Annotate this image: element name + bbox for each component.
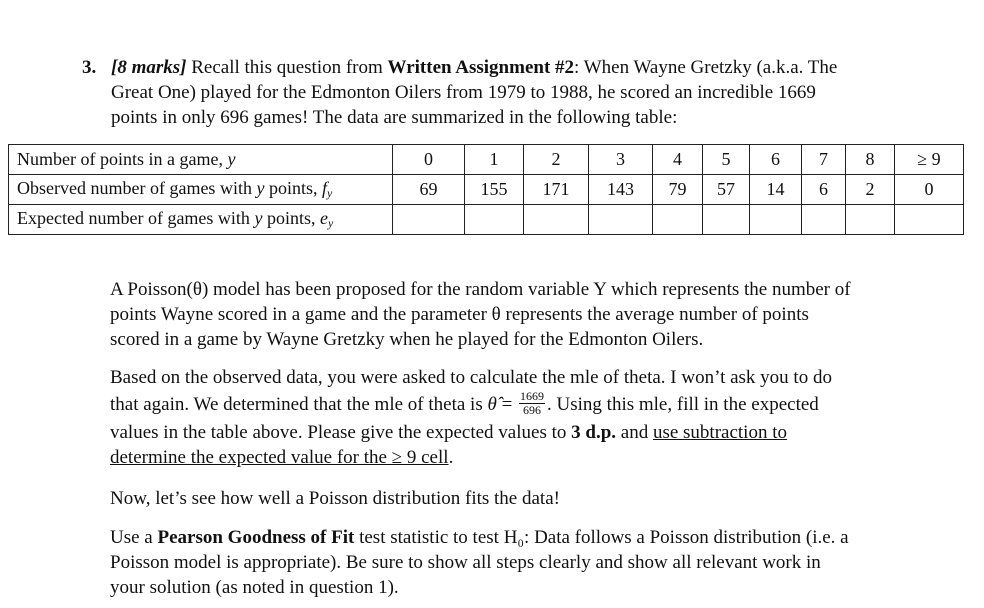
- observed-cell: 69: [393, 175, 465, 205]
- paragraph-text: values in the table above. Please give the expected values to: [110, 422, 567, 443]
- points-cell: 0: [393, 145, 465, 175]
- paragraph-line: scored in a game by Wayne Gretzky when he played for the Edmonton Oilers.: [110, 329, 704, 350]
- intro-text: Recall this question from: [191, 57, 383, 78]
- pearson-emphasis: Pearson Goodness of Fit: [157, 527, 355, 548]
- points-row: [9, 145, 964, 175]
- expected-cell[interactable]: [589, 205, 653, 235]
- points-cell: ≥ 9: [895, 145, 964, 175]
- paragraph-line: Now, let’s see how well a Poisson distribution fits the data!: [110, 488, 560, 509]
- points-cell: 1: [465, 145, 524, 175]
- intro-text-post: : When Wayne Gretzky (a.k.a. The: [574, 57, 838, 78]
- points-cell: 8: [846, 145, 895, 175]
- label-subscript: y: [326, 186, 333, 200]
- points-cell: 2: [524, 145, 589, 175]
- question-line-2: Great One) played for the Edmonton Oilers from 1979 to 1988, he scored an incredible 1669: [111, 82, 816, 103]
- points-cell: 5: [703, 145, 750, 175]
- gretzky-points-table: [8, 144, 964, 235]
- expected-cell[interactable]: [653, 205, 703, 235]
- paragraph-line: your solution (as noted in question 1).: [110, 577, 399, 598]
- expected-cell[interactable]: [846, 205, 895, 235]
- paragraph-line: Based on the observed data, you were asked to calculate the mle of theta. I won’t ask you to do: [110, 367, 832, 388]
- underlined-instruction: use subtraction to: [652, 422, 787, 443]
- points-cell: 3: [589, 145, 653, 175]
- equals-sign: =: [501, 394, 513, 415]
- observed-cell: 6: [802, 175, 846, 205]
- points-cell: 7: [802, 145, 846, 175]
- points-row-label: [9, 145, 393, 175]
- assignment-name: Written Assignment #2: [387, 57, 575, 78]
- label-text: points,: [266, 208, 316, 228]
- paragraph-line: [110, 390, 950, 420]
- fraction-numerator: 1669: [520, 389, 545, 404]
- poisson-model-paragraph: [110, 277, 950, 352]
- mle-fraction: [519, 390, 545, 417]
- expected-cell[interactable]: [802, 205, 846, 235]
- label-symbol: f: [321, 178, 327, 198]
- paragraph-line: [110, 445, 950, 470]
- fit-intro-paragraph: [110, 486, 950, 511]
- question-number: 3.: [82, 57, 97, 78]
- label-symbol: e: [319, 208, 328, 228]
- fraction-denominator: 696: [523, 403, 542, 418]
- pearson-test-paragraph: [110, 525, 950, 600]
- observed-cell: 79: [653, 175, 703, 205]
- observed-cell: 171: [524, 175, 589, 205]
- paragraph-line: [110, 525, 950, 550]
- expected-cell[interactable]: [465, 205, 524, 235]
- label-var: y: [227, 149, 236, 169]
- expected-row: [9, 205, 964, 235]
- label-var: y: [254, 208, 263, 228]
- expected-cell[interactable]: [524, 205, 589, 235]
- label-text: Observed number of games with: [17, 178, 252, 198]
- label-subscript: y: [327, 216, 334, 230]
- question-marks: [8 marks]: [111, 57, 187, 78]
- expected-cell[interactable]: [895, 205, 964, 235]
- points-cell: 6: [750, 145, 802, 175]
- observed-row: [9, 175, 964, 205]
- question-intro: [111, 55, 941, 130]
- paragraph-text: .: [448, 447, 454, 468]
- observed-cell: 57: [703, 175, 750, 205]
- expected-cell[interactable]: [703, 205, 750, 235]
- paragraph-line: points Wayne scored in a game and the parameter θ represents the average number of points: [110, 304, 809, 325]
- question-line-3: points in only 696 games! The data are summarized in the following table:: [111, 107, 678, 128]
- observed-cell: 155: [465, 175, 524, 205]
- paragraph-line: [110, 420, 950, 445]
- paragraph-text: Use a: [110, 527, 153, 548]
- expected-cell[interactable]: [750, 205, 802, 235]
- question-line-1: [111, 55, 941, 80]
- label-text: Expected number of games with: [17, 208, 250, 228]
- label-text: Number of points in a game,: [17, 149, 223, 169]
- underlined-instruction: determine the expected value for the ≥ 9 cell: [110, 447, 449, 468]
- label-var: y: [256, 178, 265, 198]
- observed-cell: 14: [750, 175, 802, 205]
- paragraph-text: . Using this mle, fill in the expected: [547, 394, 819, 415]
- paragraph-text: and: [620, 422, 649, 443]
- expected-cell[interactable]: [393, 205, 465, 235]
- observed-cell: 0: [895, 175, 964, 205]
- points-cell: 4: [653, 145, 703, 175]
- expected-row-label: [9, 205, 393, 235]
- paragraph-text: test statistic to test H₀: Data follows a Poisson distribution (i.e. a: [359, 527, 849, 548]
- observed-cell: 143: [589, 175, 653, 205]
- paragraph-line: A Poisson(θ) model has been proposed for the random variable Y which represents the number of: [110, 279, 851, 300]
- paragraph-text: that again. We determined that the mle of theta is: [110, 394, 483, 415]
- mle-paragraph: [110, 365, 950, 470]
- observed-cell: 2: [846, 175, 895, 205]
- paragraph-line: Poisson model is appropriate). Be sure to show all steps clearly and show all relevant work in: [110, 552, 821, 573]
- label-text: points,: [268, 178, 318, 198]
- theta-hat-symbol: θ̂: [487, 394, 497, 415]
- dp-emphasis: 3 d.p.: [571, 422, 617, 443]
- observed-row-label: [9, 175, 393, 205]
